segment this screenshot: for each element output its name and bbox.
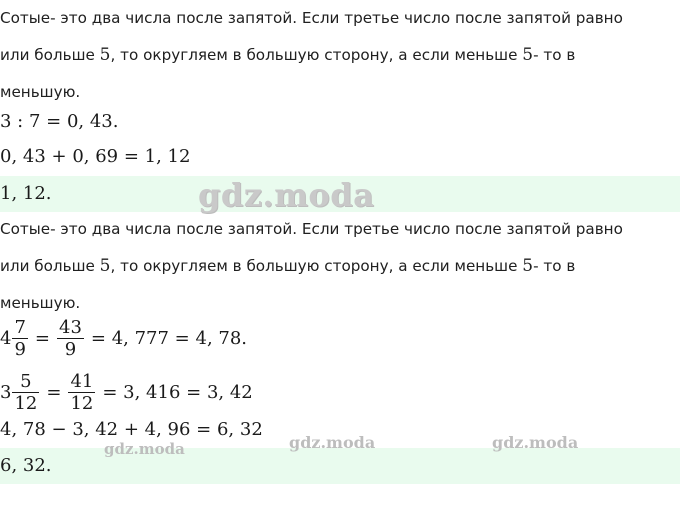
- number-five: 5: [522, 256, 534, 276]
- whole-part: 4: [0, 328, 12, 349]
- number-five: 5: [99, 45, 111, 65]
- equation-rest: = 4, 777 = 4, 78.: [90, 328, 248, 349]
- answer-1: 1, 12.: [0, 183, 52, 204]
- denominator: 9: [14, 339, 26, 360]
- rule-text-2-line1: Сотые- это два числа после запятой. Если третье число после запятой равно: [0, 220, 623, 238]
- rule-text-1-line2: [0, 37, 668, 74]
- rule-text-2-line2: [0, 248, 668, 285]
- numerator: 43: [59, 317, 82, 338]
- watermark-logo-small: gdz.moda: [492, 433, 579, 452]
- equals-sign: =: [34, 328, 50, 349]
- whole-part: 3: [0, 382, 12, 403]
- answer-band-2: [0, 448, 680, 484]
- text-fragment: - то в: [533, 46, 576, 64]
- equation-rest: = 3, 416 = 3, 42: [102, 382, 253, 403]
- equation-mixed-fraction-2: [0, 371, 253, 414]
- denominator: 12: [70, 393, 94, 414]
- fraction: [12, 371, 39, 414]
- text-fragment: или больше: [0, 46, 100, 64]
- rule-text-2: [0, 211, 668, 322]
- numerator: 5: [12, 371, 39, 393]
- fraction: [68, 371, 95, 414]
- rule-text-1-line3: меньшую.: [0, 83, 81, 101]
- numerator: 41: [70, 371, 94, 392]
- watermark-logo-small: gdz.moda: [289, 433, 376, 452]
- equation-division: 3 : 7 = 0, 43.: [0, 111, 119, 132]
- text-fragment: , то округляем в большую сторону, а если меньше: [110, 46, 523, 64]
- numerator: 7: [14, 317, 26, 338]
- watermark-logo: gdz.moda: [198, 176, 375, 214]
- rule-text-2-line3: меньшую.: [0, 294, 81, 312]
- equation-mixed-fraction-1: [0, 317, 247, 360]
- denominator: 12: [14, 393, 38, 414]
- text-fragment: - то в: [533, 257, 576, 275]
- fraction: [12, 317, 27, 360]
- rule-text-1-line1: Сотые- это два числа после запятой. Если третье число после запятой равно: [0, 9, 623, 27]
- denominator: 9: [64, 339, 77, 360]
- watermark-logo-small: gdz.moda: [104, 440, 185, 458]
- text-fragment: , то округляем в большую сторону, а если меньше: [110, 257, 523, 275]
- equals-sign: =: [46, 382, 62, 403]
- equation-combined: 4, 78 − 3, 42 + 4, 96 = 6, 32: [0, 419, 263, 440]
- number-five: 5: [99, 256, 111, 276]
- rule-text-1: [0, 0, 668, 111]
- number-five: 5: [522, 45, 534, 65]
- fraction: [57, 317, 84, 360]
- answer-2: 6, 32.: [0, 455, 52, 476]
- text-fragment: или больше: [0, 257, 100, 275]
- equation-sum: 0, 43 + 0, 69 = 1, 12: [0, 146, 191, 167]
